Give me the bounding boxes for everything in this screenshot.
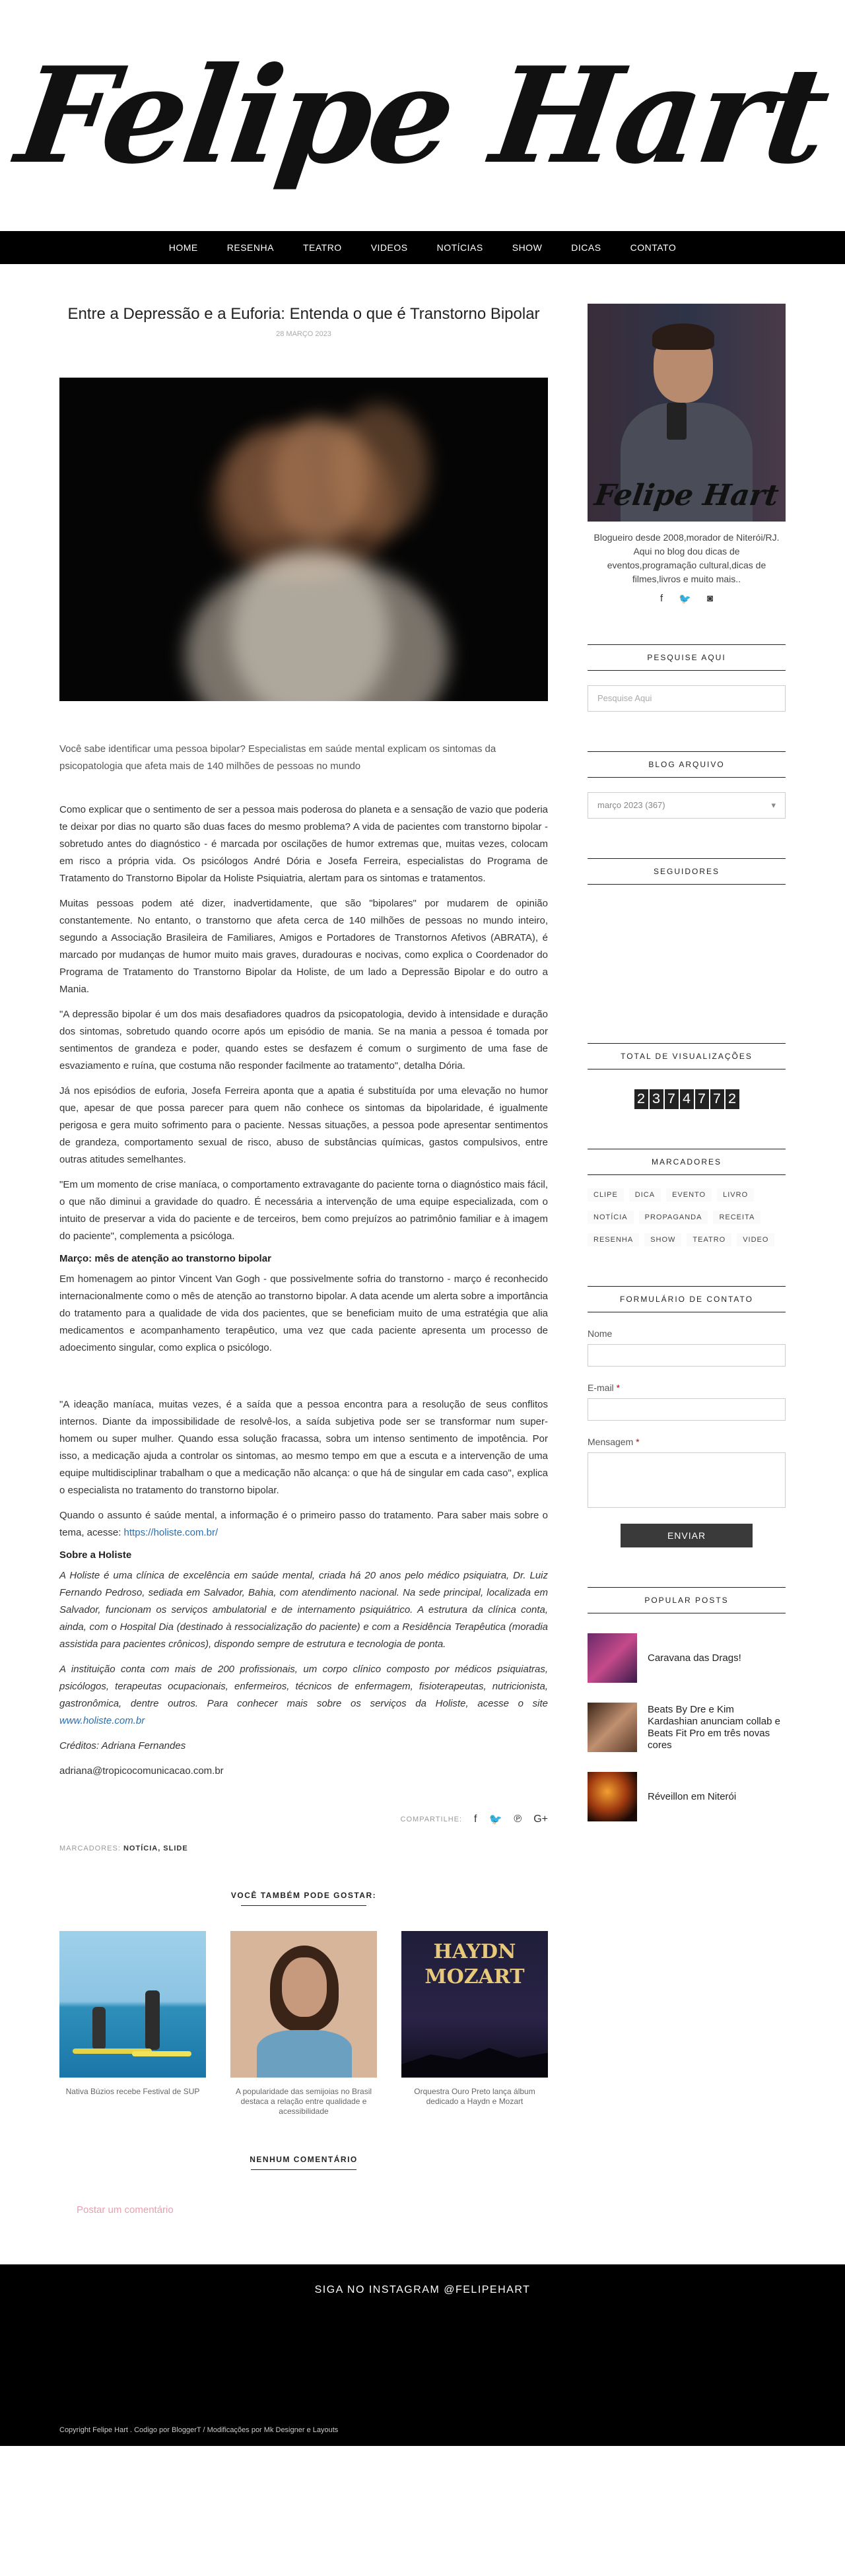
nav-videos[interactable]: VIDEOS — [370, 242, 408, 253]
related-thumb[interactable] — [401, 1931, 548, 2078]
tag-link[interactable]: PROPAGANDA — [639, 1211, 708, 1224]
post-main — [59, 304, 548, 2216]
message-field[interactable] — [588, 1452, 786, 1508]
author-avatar — [588, 304, 786, 522]
holiste-link[interactable]: https://holiste.com.br/ — [123, 1527, 219, 1538]
message-label — [588, 1437, 786, 1447]
popular-title[interactable]: Réveillon em Niterói — [648, 1790, 737, 1802]
related-post[interactable] — [59, 1931, 206, 2117]
popular-post[interactable] — [588, 1772, 786, 1821]
post-paragraph — [59, 1661, 548, 1730]
widget-title: FORMULÁRIO DE CONTATO — [588, 1286, 786, 1312]
post-paragraph: Em homenagem ao pintor Vincent Van Gogh - que possivelmente sofria do transtorno - março é reconhecido internacionalmente como o mês de atenção ao transtorno bipolar. A data acende um alerta sobre a importância do tratamento para a qualidade de vida dos pacientes, que se beneficiam muito de uma estratégia que alia medicamentos e acompanhamento terapêutico, uma vez que cada paciente apresenta um processo de adoecimento singular, como explica o psicólogo. — [59, 1273, 548, 1353]
social-links — [588, 593, 786, 605]
popular-title[interactable]: Beats By Dre e Kim Kardashian anunciam collab e Beats Fit Pro em três novas cores — [648, 1703, 780, 1751]
required-marker: * — [616, 1382, 621, 1393]
send-button[interactable]: ENVIAR — [621, 1524, 753, 1547]
facebook-icon[interactable]: f — [474, 1813, 477, 1825]
site-logo[interactable]: Felipe Hart — [9, 38, 836, 193]
tag-link[interactable]: TEATRO — [687, 1233, 731, 1246]
tag-link[interactable]: DICA — [629, 1188, 661, 1202]
tag-cloud — [588, 1188, 786, 1246]
instagram-link[interactable]: SIGA NO INSTAGRAM @FELIPEHART — [314, 2284, 531, 2295]
tag-link[interactable]: RESENHA — [588, 1233, 639, 1246]
nav-noticias[interactable]: NOTÍCIAS — [436, 242, 483, 253]
labels-prefix: MARCADORES: — [59, 1845, 121, 1852]
post-comment-link[interactable]: Postar um comentário — [77, 2204, 174, 2216]
paragraph-text: A instituição conta com mais de 200 profissionais, um corpo clínico composto por médicos psiquiatras, psicólogos, terapeutas ocupacionais, enfermeiros, técnicos de enfermagem, fisioterapeutas, nutricionista, gastronômica, dentre outros. Para conhecer mais sobre os serviços da Holiste, acesse o site — [59, 1664, 548, 1709]
post-paragraph: Como explicar que o sentimento de ser a pessoa mais poderosa do planeta e a sensação de vazio que poderia te deixar por dias no quarto são duas faces do mesmo problema? A vida de pacientes com transtorno bipolar - sobretudo antes do diagnóstico - é marcada por oscilações de humor extremas que, muitas vezes, colocam em risco a própria vida. Os psicólogos André Dória e Josefa Ferreira, especialistas do Programa de Tratamento do Transtorno Bipolar da Holiste Psiquiatria, alertam para os sintomas e tratamentos. — [59, 804, 548, 884]
post-paragraph: "A depressão bipolar é um dos mais desafiadores quadros da psicopatologia, devido à intensidade e duração dos sintomas, sobretudo quando ocorre após um episódio de mania. Se na mania a pessoa é tomada por sentimentos de grandeza e poder, quando estes se desfazem é comum o surgimento de uma fase de esvaziamento e ruína, que costuma não responder facilmente ao tratamento", detalha Dória. — [59, 1009, 548, 1071]
avatar-signature: Felipe Hart — [592, 479, 781, 512]
nav-home[interactable]: HOME — [168, 242, 198, 253]
related-caption[interactable]: Orquestra Ouro Preto lança álbum dedicado a Haydn e Mozart — [414, 2087, 535, 2106]
share-label: COMPARTILHE: — [400, 1815, 463, 1823]
post-paragraph: A Holiste é uma clínica de excelência em saúde mental, criada há 20 anos pelo médico psiquiatra, Dr. Luiz Fernando Pedroso, sediada em Salvador, Bahia, com atendimento nacional. Na sede principal, localizada em Salvador, funcionam os serviços ambulatorial e de internamento psiquiátrico. A estrutura da clínica conta, ainda, com o Hospital Dia (destinado à ressocialização do paciente) e com a Residência Terapêutica (moradia assistida para pacientes crônicos), dispondo sempre de estrutura e tecnologia de ponta. — [59, 1570, 548, 1650]
popular-title[interactable]: Caravana das Drags! — [648, 1652, 741, 1664]
paragraph-text: Quando o assunto é saúde mental, a informação é o primeiro passo do tratamento. Para saber mais sobre o tema, acesse: — [59, 1510, 548, 1538]
share-bar — [59, 1813, 548, 1826]
google-plus-icon[interactable]: G+ — [533, 1813, 548, 1825]
instagram-icon[interactable]: ◙ — [706, 593, 713, 604]
tag-link[interactable]: VIDEO — [737, 1233, 774, 1246]
counter-digit: 2 — [634, 1089, 648, 1109]
post-intro: Você sabe identificar uma pessoa bipolar? Especialistas em saúde mental explicam os sintomas da psicopatologia que afeta mais de 140 milhões de pessoas no mundo — [59, 743, 496, 772]
site-footer — [0, 2264, 845, 2446]
tag-link[interactable]: EVENTO — [666, 1188, 712, 1202]
archive-value: março 2023 (367) — [597, 800, 665, 810]
poster-title: HAYDN — [433, 1940, 516, 1963]
counter-digit: 7 — [710, 1089, 724, 1109]
widget-title: PESQUISE AQUI — [588, 644, 786, 671]
email-field[interactable] — [588, 1398, 786, 1421]
widget-title: BLOG ARQUIVO — [588, 751, 786, 778]
nav-resenha[interactable]: RESENHA — [226, 242, 274, 253]
twitter-icon[interactable]: 🐦 — [489, 1814, 502, 1825]
related-caption[interactable]: Nativa Búzios recebe Festival de SUP — [65, 2087, 200, 2096]
related-title: VOCÊ TAMBÉM PODE GOSTAR: — [230, 1891, 377, 1900]
holiste-site-link[interactable]: www.holiste.com.br — [59, 1715, 145, 1726]
pinterest-icon[interactable]: ℗ — [514, 1813, 522, 1825]
related-caption[interactable]: A popularidade das semijoias no Brasil destaca a relação entre qualidade e acessibilidade — [235, 2087, 372, 2116]
post-labels — [59, 1845, 548, 1852]
counter-digit: 2 — [726, 1089, 739, 1109]
related-post[interactable] — [401, 1931, 548, 2117]
chevron-down-icon: ▾ — [771, 800, 776, 810]
popular-thumb[interactable] — [588, 1703, 637, 1752]
related-thumb[interactable] — [230, 1931, 377, 2078]
post-heading: Sobre a Holiste — [59, 1549, 132, 1561]
archive-select[interactable] — [588, 792, 786, 819]
widget-title: SEGUIDORES — [588, 858, 786, 885]
message-label-text: Mensagem — [588, 1437, 634, 1447]
search-input[interactable]: Pesquise Aqui — [588, 685, 786, 712]
comments-title: NENHUM COMENTÁRIO — [250, 2155, 358, 2164]
popular-post[interactable] — [588, 1633, 786, 1683]
nav-teatro[interactable]: TEATRO — [302, 242, 342, 253]
views-counter — [588, 1089, 786, 1109]
tag-link[interactable]: CLIPE — [588, 1188, 624, 1202]
post-paragraph: Muitas pessoas podem até dizer, inadvertidamente, que são "bipolares" por mudarem de opinião constantemente. No entanto, o transtorno que afeta cerca de 140 milhões de pessoas no mundo inteiro, segundo a Associação Brasileira de Familiares, Amigos e Portadores de Transtornos Afetivos (ABRATA), é marcado por mudanças de humor muito mais graves, duradouras e nocivas, como explica o Coordenador do Programa de Tratamento do Transtorno Bipolar da Holiste, de um lado a Depressão Bipolar e do outro a Mania. — [59, 898, 548, 995]
tag-link[interactable]: SHOW — [644, 1233, 681, 1246]
name-label: Nome — [588, 1328, 613, 1339]
related-post[interactable] — [230, 1931, 377, 2117]
twitter-icon[interactable]: 🐦 — [679, 593, 691, 605]
tag-link[interactable]: RECEITA — [713, 1211, 760, 1224]
widget-title: TOTAL DE VISUALIZAÇÕES — [588, 1043, 786, 1069]
post-credits: Créditos: Adriana Fernandes — [59, 1740, 186, 1751]
followers-widget — [588, 885, 786, 1003]
counter-digit: 7 — [695, 1089, 709, 1109]
poster-title: MOZART — [424, 1965, 525, 1988]
popular-thumb[interactable] — [588, 1772, 637, 1821]
site-header — [0, 0, 845, 231]
widget-title: MARCADORES — [588, 1149, 786, 1175]
post-email: adriana@tropicocomunicacao.com.br — [59, 1765, 224, 1777]
post-paragraph: "Em um momento de crise maníaca, o comportamento extravagante do paciente torna o diagnóstico mais fácil, o que não diminui a gravidade do quadro. É necessária a intervenção de uma equipe especializada, com o intuito de preservar a vida do paciente e de terceiros, bem como prejuízos ao patrimônio familiar e à imagem do paciente", complementa a psicóloga. — [59, 1179, 548, 1242]
labels-list[interactable]: NOTÍCIA, SLIDE — [123, 1845, 188, 1852]
popular-post[interactable] — [588, 1703, 786, 1752]
tag-link[interactable]: NOTÍCIA — [588, 1211, 634, 1224]
widget-title: POPULAR POSTS — [588, 1587, 786, 1613]
nav-show[interactable]: SHOW — [512, 242, 543, 253]
nav-dicas[interactable]: DICAS — [571, 242, 601, 253]
author-bio: Blogueiro desde 2008,morador de Niterói/RJ. Aqui no blog dou dicas de eventos,programação cultural,dicas de filmes,livros e muito mais.. — [593, 532, 780, 584]
sidebar — [588, 304, 786, 2216]
post-paragraph — [59, 1507, 548, 1542]
required-marker: * — [636, 1437, 640, 1447]
email-label — [588, 1382, 786, 1393]
post-hero-image — [59, 378, 548, 701]
facebook-icon[interactable]: f — [660, 593, 663, 604]
main-nav — [0, 231, 845, 264]
counter-digit: 7 — [665, 1089, 679, 1109]
post-paragraph: "A ideação maníaca, muitas vezes, é a saída que a pessoa encontra para a resolução de seus conflitos internos. Diante da impossibilidade de resolvê-los, a saída subjetiva pode ser se transformar num super-homem ou super mulher. Quando essa solução fracassa, sobra um intenso sentimento de impotência. Por isso, a medicação ajuda a controlar os sintomas, ao mesmo tempo em que a escuta e a intervenção de uma equipe multidisciplinar trabalham o que a medicação não alcança: o que há de singular em cada caso", explica o especialista no tratamento do transtorno bipolar. — [59, 1399, 548, 1496]
copyright: Copyright Felipe Hart . Codigo por BloggerT / Modificações por Mk Designer e Layouts — [59, 2426, 339, 2434]
nav-contato[interactable]: CONTATO — [630, 242, 677, 253]
post-date: 28 MARÇO 2023 — [276, 330, 331, 338]
post-title: Entre a Depressão e a Euforia: Entenda o que é Transtorno Bipolar — [67, 305, 540, 323]
related-thumb[interactable] — [59, 1931, 206, 2078]
post-paragraph: Já nos episódios de euforia, Josefa Ferreira aponta que a apatia é substituída por uma elevação no humor que, apesar de que possa parecer para quem não conhece os sintomas da bipolaridade, é igualmente perigosa e gera muito sofrimento para o paciente. Nessas situações, a pessoa pode apresentar sentimentos de grandeza, comportamento sexual de risco, abuso de substâncias químicas, gastos compulsivos, entre outras atitudes semelhantes. — [59, 1085, 548, 1165]
email-label-text: E-mail — [588, 1382, 614, 1393]
popular-thumb[interactable] — [588, 1633, 637, 1683]
related-posts — [59, 1931, 548, 2117]
counter-digit: 4 — [680, 1089, 694, 1109]
counter-digit: 3 — [650, 1089, 663, 1109]
tag-link[interactable]: LIVRO — [717, 1188, 754, 1202]
name-field[interactable] — [588, 1344, 786, 1367]
post-heading: Março: mês de atenção ao transtorno bipolar — [59, 1253, 271, 1264]
